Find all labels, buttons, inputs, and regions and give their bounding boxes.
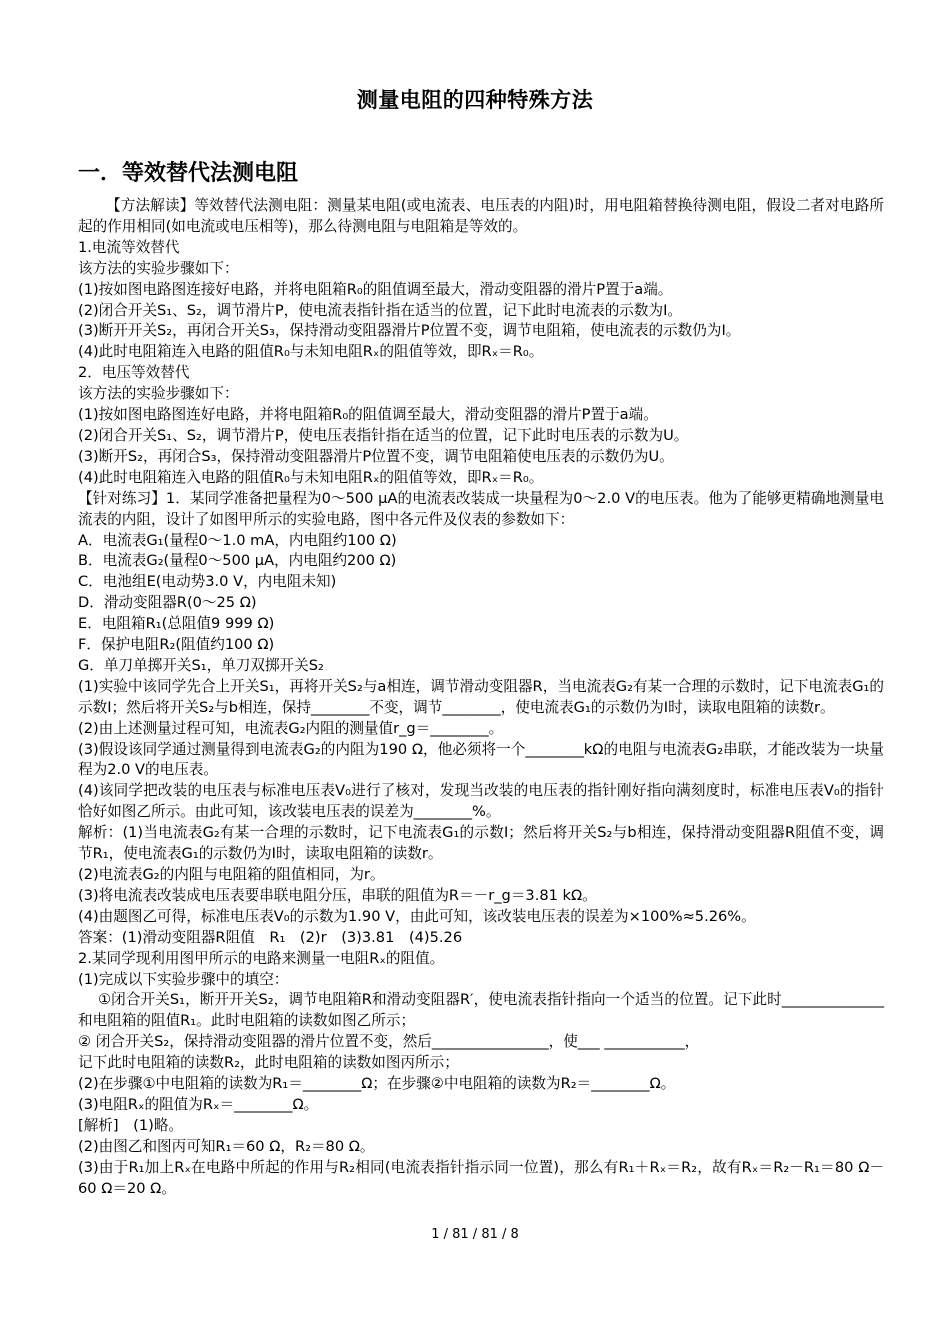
paragraph: (3)将电流表改装成电压表要串联电阻分压，串联的阻值为R＝－r_g＝3.81 kΩ。 [78,886,597,904]
paragraph: ② 闭合开关S₂，保持滑动变阻器的滑片位置不变，然后________________，使___ ___________， [78,1033,700,1051]
paragraph: 【方法解读】等效替代法测电阻：测量某电阻(或电流表、电压表的内阻)时，用电阻箱替换待测电阻，假设二者对电路所起的作用相同(如电流或电压相等)，那么待测电阻与电阻箱是等效的。 [78,197,884,235]
paragraph: 答案：(1)滑动变阻器R阻值 R₁ (2)r (3)3.81 (4)5.26 [78,928,463,946]
paragraph: (3)由于R₁加上Rₓ在电路中所起的作用与R₂相同(电流表指针指示同一位置)，那么有R₁＋Rₓ＝R₂，故有Rₓ＝R₂－R₁＝80 Ω－60 Ω＝20 Ω。 [78,1158,884,1197]
paragraph: 2.某同学现利用图甲所示的电路来测量一电阻Rₓ的阻值。 [78,949,445,967]
paragraph: (2)闭合开关S₁、S₂，调节滑片P，使电压表指针指在适当的位置，记下此时电压表的示数为U。 [78,426,689,444]
paragraph: C．电池组E(电动势3.0 V，内电阻未知) [78,573,337,591]
paragraph: ①闭合开关S₁，断开开关S₂，调节电阻箱R和滑动变阻器R′，使电流表指针指向一个适当的位置。记下此时______________和电阻箱的阻值R₁。此时电阻箱的读数如图乙所示； [78,991,884,1030]
paragraph: E．电阻箱R₁(总阻值9 999 Ω) [78,615,275,633]
paragraph: 解析：(1)当电流表G₂有某一合理的示数时，记下电流表G₁的示数I；然后将开关S₂与b相连，保持滑动变阻器R阻值不变，调节R₁，使电流表G₁的示数仍为I时，读取电阻箱的读数r。 [78,824,884,863]
paragraph: (3)断开开关S₂，再闭合开关S₃，保持滑动变阻器滑片P位置不变，调节电阻箱，使电流表的示数仍为I。 [78,322,741,340]
paragraph: 该方法的实验步骤如下： [78,259,239,277]
paragraph: F．保护电阻R₂(阻值约100 Ω) [78,636,275,654]
paragraph: A．电流表G₁(量程0～1.0 mA，内电阻约100 Ω) [78,531,397,549]
paragraph: 【针对练习】1．某同学准备把量程为0～500 μA的电流表改装成一块量程为0～2.0 V的电压表。他为了能够更精确地测量电流表的内阻，设计了如图甲所示的实验电路，图中各元件及仪表的参数如下： [78,489,884,528]
paragraph: 1.电流等效替代 [78,238,180,256]
paragraph: (2)由上述测量过程可知，电流表G₂内阻的测量值r_g＝________。 [78,719,504,737]
paragraph: (1)实验中该同学先合上开关S₁，再将开关S₂与a相连，调节滑动变阻器R，当电流表G₂有某一合理的示数时，记下电流表G₁的示数I；然后将开关S₂与b相连，保持________不变，调节________，使电流表G₁的示数仍为I时，读取电阻箱的读数r。 [78,677,884,716]
paragraph: (3)假设该同学通过测量得到电流表G₂的内阻为190 Ω，他必须将一个________kΩ的电阻与电流表G₂串联，才能改装为一块量程为2.0 V的电压表。 [78,740,884,779]
paragraph: D．滑动变阻器R(0～25 Ω) [78,594,257,612]
paragraph: (4)此时电阻箱连入电路的阻值R₀与未知电阻Rₓ的阻值等效，即Rₓ＝R₀。 [78,343,544,361]
paragraph: (4)该同学把改装的电压表与标准电压表V₀进行了核对，发现当改装的电压表的指针刚好指向满刻度时，标准电压表V₀的指针恰好如图乙所示。由此可知，该改装电压表的误差为________%。 [78,782,884,821]
paragraph: (2)闭合开关S₁、S₂，调节滑片P，使电流表指针指在适当的位置，记下此时电流表的示数为I。 [78,301,682,319]
paragraph: (4)此时电阻箱连入电路的阻值R₀与未知电阻Rₓ的阻值等效，即Rₓ＝R₀。 [78,468,544,486]
paragraph: (2)在步骤①中电阻箱的读数为R₁＝________Ω；在步骤②中电阻箱的读数为R₂＝________Ω。 [78,1075,676,1093]
paragraph: (1)按如图电路图连接好电路，并将电阻箱R₀的阻值调至最大，滑动变阻器的滑片P置于a端。 [78,280,673,298]
page-number: 1 / 81 / 81 / 8 [431,1227,519,1242]
paragraph: (3)断开S₂，再闭合S₃，保持滑动变阻器滑片P位置不变，调节电阻箱使电压表的示数仍为U。 [78,447,674,465]
paragraph: 记下此时电阻箱的读数R₂，此时电阻箱的读数如图丙所示； [78,1054,459,1072]
document-body [78,196,884,1200]
paragraph: (1)完成以下实验步骤中的填空： [78,970,289,988]
paragraph: 该方法的实验步骤如下： [78,385,239,403]
paragraph: 2．电压等效替代 [78,364,190,382]
paragraph: (4)由题图乙可得，标准电压表V₀的示数为1.90 V，由此可知，该改装电压表的误差为×100%≈5.26%。 [78,907,756,925]
paragraph: (1)按如图电路图连好电路，并将电阻箱R₀的阻值调至最大，滑动变阻器的滑片P置于a端。 [78,406,658,424]
paragraph: (2)电流表G₂的内阻与电阻箱的阻值相同，为r。 [78,866,385,883]
paragraph: (2)由图乙和图丙可知R₁＝60 Ω，R₂＝80 Ω。 [78,1137,375,1155]
paragraph: [解析] (1)略。 [78,1116,184,1134]
paragraph: B．电流表G₂(量程0～500 μA，内电阻约200 Ω) [78,552,397,570]
document-title: 测量电阻的四种特殊方法 [356,88,594,112]
paragraph: (3)电阻Rₓ的阻值为Rₓ＝________Ω。 [78,1095,319,1113]
section-heading: 一．等效替代法测电阻 [78,161,299,186]
paragraph: G．单刀单掷开关S₁，单刀双掷开关S₂ [78,656,324,674]
